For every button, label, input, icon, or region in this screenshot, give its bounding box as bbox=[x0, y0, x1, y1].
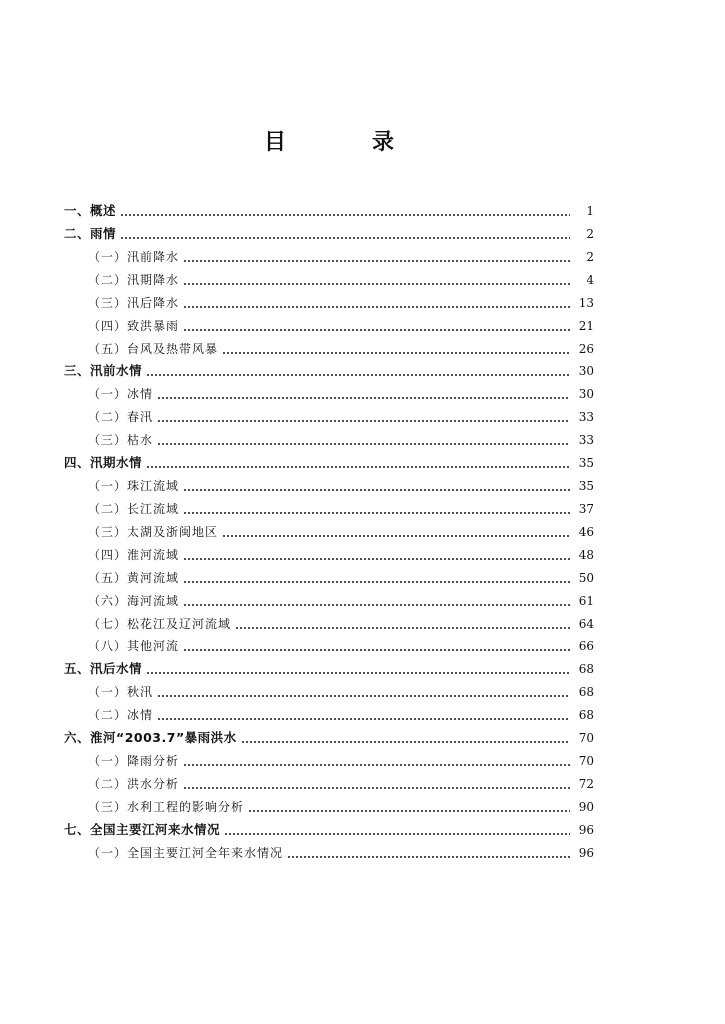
dot-leader bbox=[157, 408, 570, 426]
toc-entry-page-number: 33 bbox=[578, 410, 594, 425]
toc-entry-page-number: 96 bbox=[578, 822, 594, 837]
toc-entry bbox=[0, 519, 725, 541]
toc-entry-label: 一、概述 bbox=[64, 203, 117, 218]
toc-entry bbox=[0, 473, 725, 495]
toc-entry-page-number: 1 bbox=[586, 204, 594, 218]
toc-entry-page-number: 72 bbox=[578, 777, 594, 791]
toc-entry-page-number: 46 bbox=[578, 524, 594, 539]
toc-entry-label: （三）水利工程的影响分析 bbox=[88, 799, 245, 814]
toc-entry-label: （三）太湖及浙闽地区 bbox=[88, 524, 219, 539]
toc-entry-label: （五）台风及热带风暴 bbox=[88, 341, 219, 356]
dot-leader bbox=[146, 362, 570, 380]
dot-leader bbox=[146, 454, 570, 472]
toc-entry-page-number: 68 bbox=[578, 685, 594, 700]
toc-entry bbox=[0, 679, 725, 701]
dot-leader bbox=[146, 660, 570, 678]
toc-entry-label: （六）海河流域 bbox=[88, 593, 180, 608]
toc-entry-page-number: 26 bbox=[578, 341, 594, 356]
dot-leader bbox=[120, 225, 570, 243]
toc-entry-label: （一）全国主要江河全年来水情况 bbox=[88, 845, 284, 860]
title-char-2: 录 bbox=[372, 130, 395, 155]
toc-entry-page-number: 2 bbox=[586, 249, 594, 264]
toc-entry-label: （七）松花江及辽河流域 bbox=[88, 616, 232, 631]
toc-entry-page-number: 90 bbox=[578, 799, 594, 814]
toc-entry-label: （一）冰情 bbox=[88, 387, 154, 402]
toc-entry-page-number: 30 bbox=[578, 364, 594, 379]
toc-entry bbox=[0, 840, 725, 862]
dot-leader bbox=[222, 523, 570, 541]
toc-entry-page-number: 96 bbox=[578, 845, 594, 860]
toc-entry-label: （二）长江流域 bbox=[88, 501, 180, 516]
toc-entry-label: 四、汛期水情 bbox=[64, 455, 143, 471]
toc-entry bbox=[0, 290, 725, 312]
toc-entry bbox=[0, 702, 725, 724]
toc-entry bbox=[0, 427, 725, 449]
toc-entry-label: （一）珠江流域 bbox=[88, 479, 180, 494]
dot-leader bbox=[183, 477, 570, 495]
toc-entry-label: （三）汛后降水 bbox=[88, 295, 180, 310]
dot-leader bbox=[183, 294, 570, 312]
toc-entry-label: 三、汛前水情 bbox=[64, 363, 143, 379]
title-char-1: 目 bbox=[264, 130, 287, 155]
dot-leader bbox=[157, 683, 570, 701]
dot-leader bbox=[183, 500, 570, 518]
toc-entry bbox=[0, 381, 725, 403]
toc-entry bbox=[0, 244, 725, 266]
toc-entry-label: 五、汛后水情 bbox=[64, 661, 143, 677]
toc-entry-label: （二）冰情 bbox=[88, 708, 154, 723]
toc-entry bbox=[0, 588, 725, 610]
dot-leader bbox=[248, 798, 570, 816]
toc-entry-page-number: 30 bbox=[578, 387, 594, 402]
toc-entry-label: （五）黄河流域 bbox=[88, 570, 180, 585]
toc-entry-page-number: 64 bbox=[578, 616, 594, 631]
toc-entry-page-number: 13 bbox=[578, 295, 594, 310]
toc-entry-label: 二、雨情 bbox=[64, 225, 117, 241]
toc-entry-label: （四）致洪暴雨 bbox=[88, 318, 180, 333]
dot-leader bbox=[222, 340, 570, 358]
dot-leader bbox=[183, 546, 570, 564]
toc-entry-page-number: 37 bbox=[578, 501, 594, 516]
dot-leader bbox=[183, 775, 570, 793]
dot-leader bbox=[183, 317, 570, 335]
dot-leader bbox=[224, 821, 570, 839]
toc-entry-page-number: 50 bbox=[578, 570, 594, 585]
dot-leader bbox=[183, 271, 570, 289]
dot-leader bbox=[183, 752, 570, 770]
toc-entry bbox=[0, 358, 725, 380]
toc-entry-label: （四）淮河流域 bbox=[88, 547, 180, 562]
toc-entry-label: （一）降雨分析 bbox=[88, 754, 180, 769]
toc-entry-label: （一）汛前降水 bbox=[88, 249, 180, 264]
dot-leader bbox=[241, 729, 570, 747]
dot-leader bbox=[120, 202, 570, 220]
toc-entry bbox=[0, 336, 725, 358]
toc-entry bbox=[0, 496, 725, 518]
dot-leader bbox=[157, 706, 570, 724]
toc-entry-page-number: 48 bbox=[578, 547, 594, 562]
toc-entry bbox=[0, 565, 725, 587]
toc-entry bbox=[0, 611, 725, 633]
toc-entry-page-number: 68 bbox=[578, 708, 594, 723]
toc-entry-label: （一）秋汛 bbox=[88, 685, 154, 700]
toc-entry-page-number: 33 bbox=[578, 433, 594, 448]
toc-entry-page-number: 61 bbox=[578, 593, 594, 608]
toc-entry bbox=[0, 771, 725, 793]
toc-entry-page-number: 2 bbox=[586, 226, 594, 241]
toc-entry bbox=[0, 313, 725, 335]
toc-entry-page-number: 68 bbox=[578, 662, 594, 677]
toc-entry-page-number: 66 bbox=[578, 639, 594, 654]
toc-entry-page-number: 21 bbox=[578, 318, 594, 333]
toc-entry bbox=[0, 267, 725, 289]
toc-entry bbox=[0, 633, 725, 655]
toc-entry-label: 七、全国主要江河来水情况 bbox=[64, 821, 221, 837]
toc-entry-label: （八）其他河流 bbox=[88, 639, 180, 654]
dot-leader bbox=[157, 385, 570, 403]
toc-entry bbox=[0, 221, 725, 243]
toc-entry-label: （二）洪水分析 bbox=[88, 777, 180, 791]
toc-entry bbox=[0, 817, 725, 839]
dot-leader bbox=[287, 844, 570, 862]
dot-leader bbox=[183, 592, 570, 610]
toc-entry bbox=[0, 656, 725, 678]
toc-entry bbox=[0, 725, 725, 747]
toc-entry-label: 六、淮河“2003.7”暴雨洪水 bbox=[64, 730, 237, 746]
toc-entry-page-number: 35 bbox=[578, 479, 594, 494]
toc-entry-page-number: 35 bbox=[578, 456, 594, 471]
dot-leader bbox=[183, 637, 570, 655]
toc-entry bbox=[0, 198, 725, 220]
toc-entry-label: （二）春汛 bbox=[88, 410, 154, 425]
toc-entry bbox=[0, 542, 725, 564]
toc-entry bbox=[0, 404, 725, 426]
dot-leader bbox=[183, 569, 570, 587]
toc-entry bbox=[0, 794, 725, 816]
dot-leader bbox=[157, 431, 570, 449]
dot-leader bbox=[183, 248, 570, 266]
toc-entry bbox=[0, 450, 725, 472]
toc-entry-label: （二）汛期降水 bbox=[88, 272, 180, 287]
toc-entry-page-number: 70 bbox=[578, 754, 594, 769]
toc-entry-page-number: 70 bbox=[578, 731, 594, 746]
toc-entry-label: （三）枯水 bbox=[88, 433, 154, 448]
toc-entry bbox=[0, 748, 725, 770]
toc-entry-page-number: 4 bbox=[586, 272, 594, 287]
dot-leader bbox=[235, 615, 570, 633]
